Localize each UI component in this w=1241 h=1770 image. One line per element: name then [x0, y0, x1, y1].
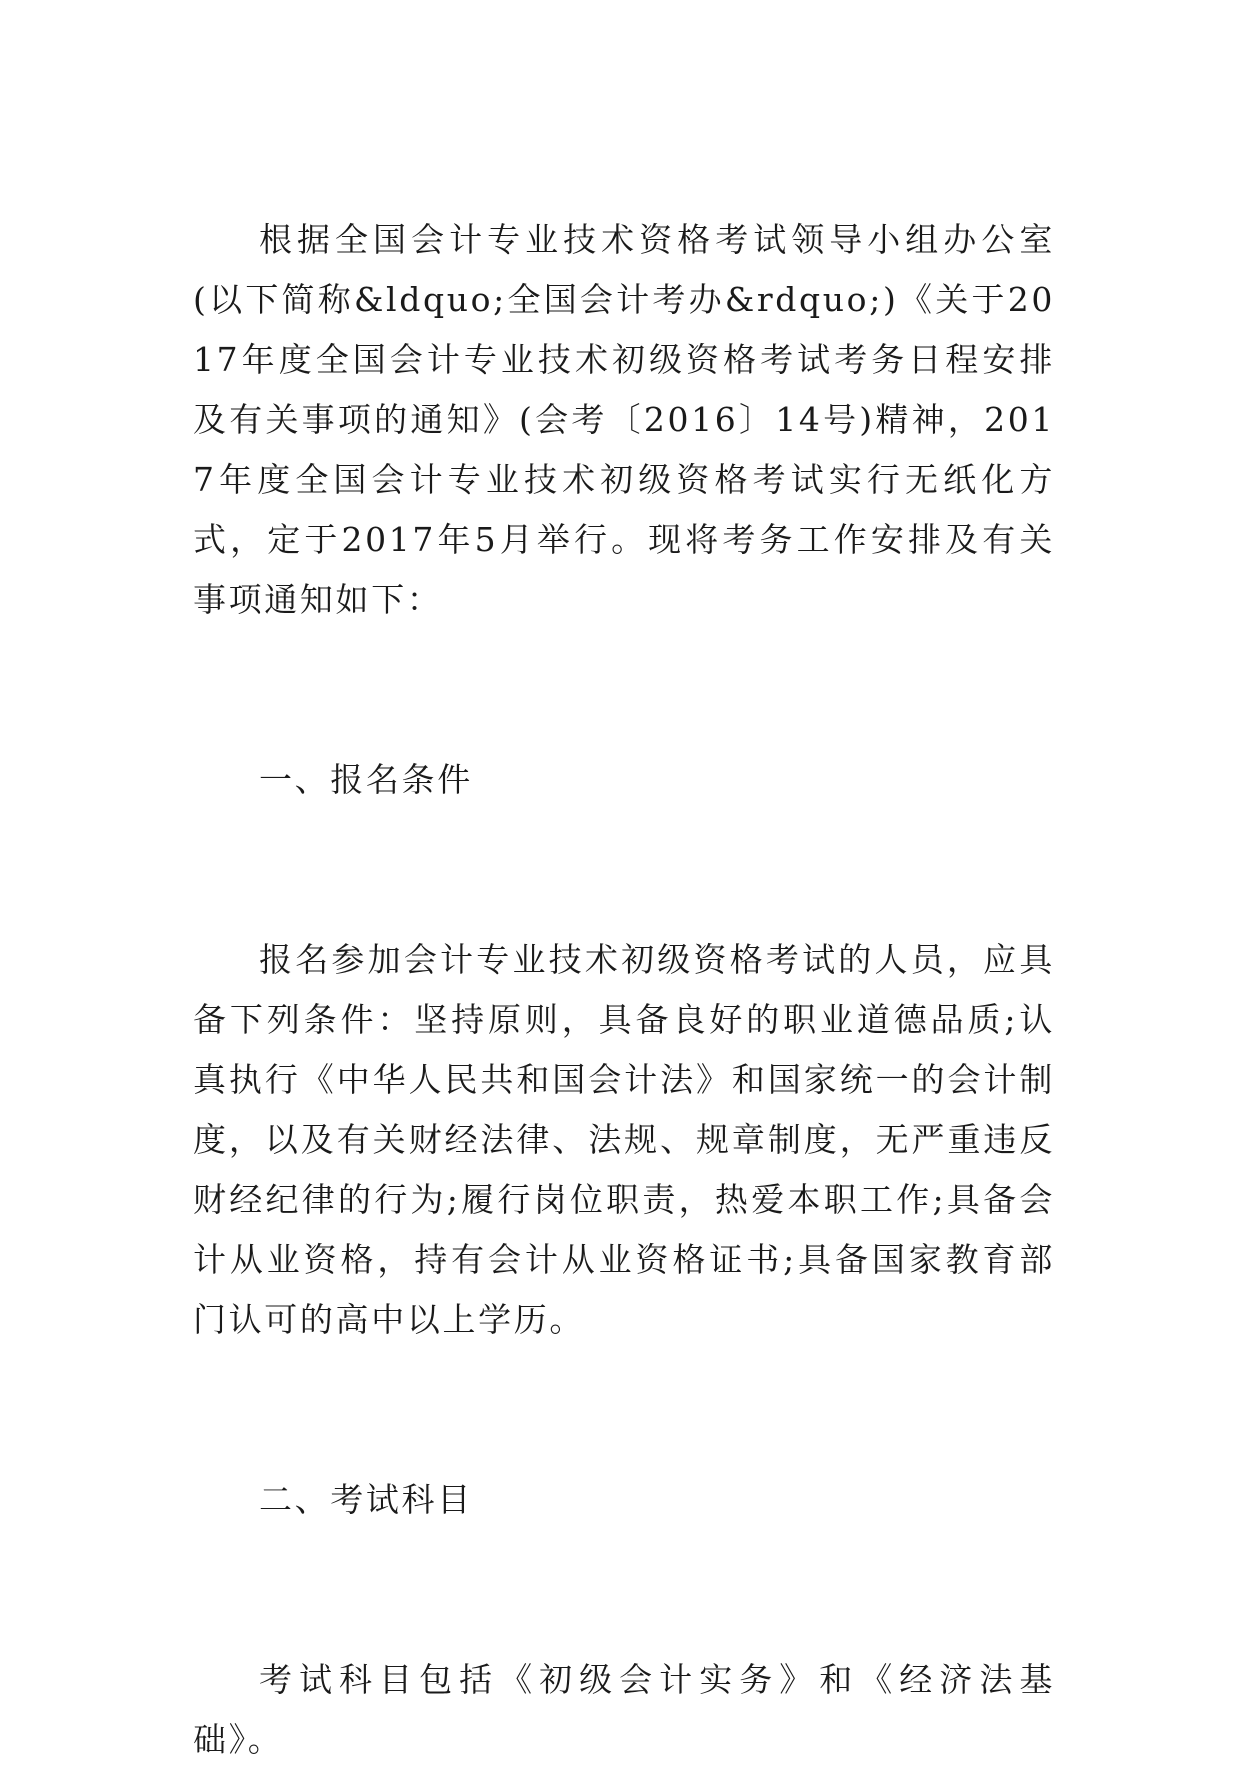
- section-heading-registration: 一、报名条件: [259, 760, 473, 799]
- subjects-paragraph: 考试科目包括《初级会计实务》和《经济法基础》。: [193, 1660, 1055, 1759]
- section-spacer: [193, 1530, 1055, 1650]
- section-spacer: [193, 1350, 1055, 1470]
- section-spacer: [193, 630, 1055, 750]
- registration-paragraph: 报名参加会计专业技术初级资格考试的人员，应具备下列条件：坚持原则，具备良好的职业道德品质;认真执行《中华人民共和国会计法》和国家统一的会计制度，以及有关财经法律、法规、规章制度，无严重违反财经纪律的行为;履行岗位职责，热爱本职工作;具备会计从业资格，持有会计从业资格证书;具备国家教育部门认可的高中以上学历。: [193, 940, 1055, 1339]
- intro-paragraph: 根据全国会计专业技术资格考试领导小组办公室(以下简称&ldquo;全国会计考办&rdquo;)《关于2017年度全国会计专业技术初级资格考试考务日程安排及有关事项的通知》(会考〔2016〕14号)精神，2017年度全国会计专业技术初级资格考试实行无纸化方式，定于2017年5月举行。现将考务工作安排及有关事项通知如下：: [193, 220, 1055, 619]
- section-spacer: [193, 810, 1055, 930]
- section-heading-subjects: 二、考试科目: [259, 1480, 473, 1519]
- document-body: [193, 210, 1055, 1770]
